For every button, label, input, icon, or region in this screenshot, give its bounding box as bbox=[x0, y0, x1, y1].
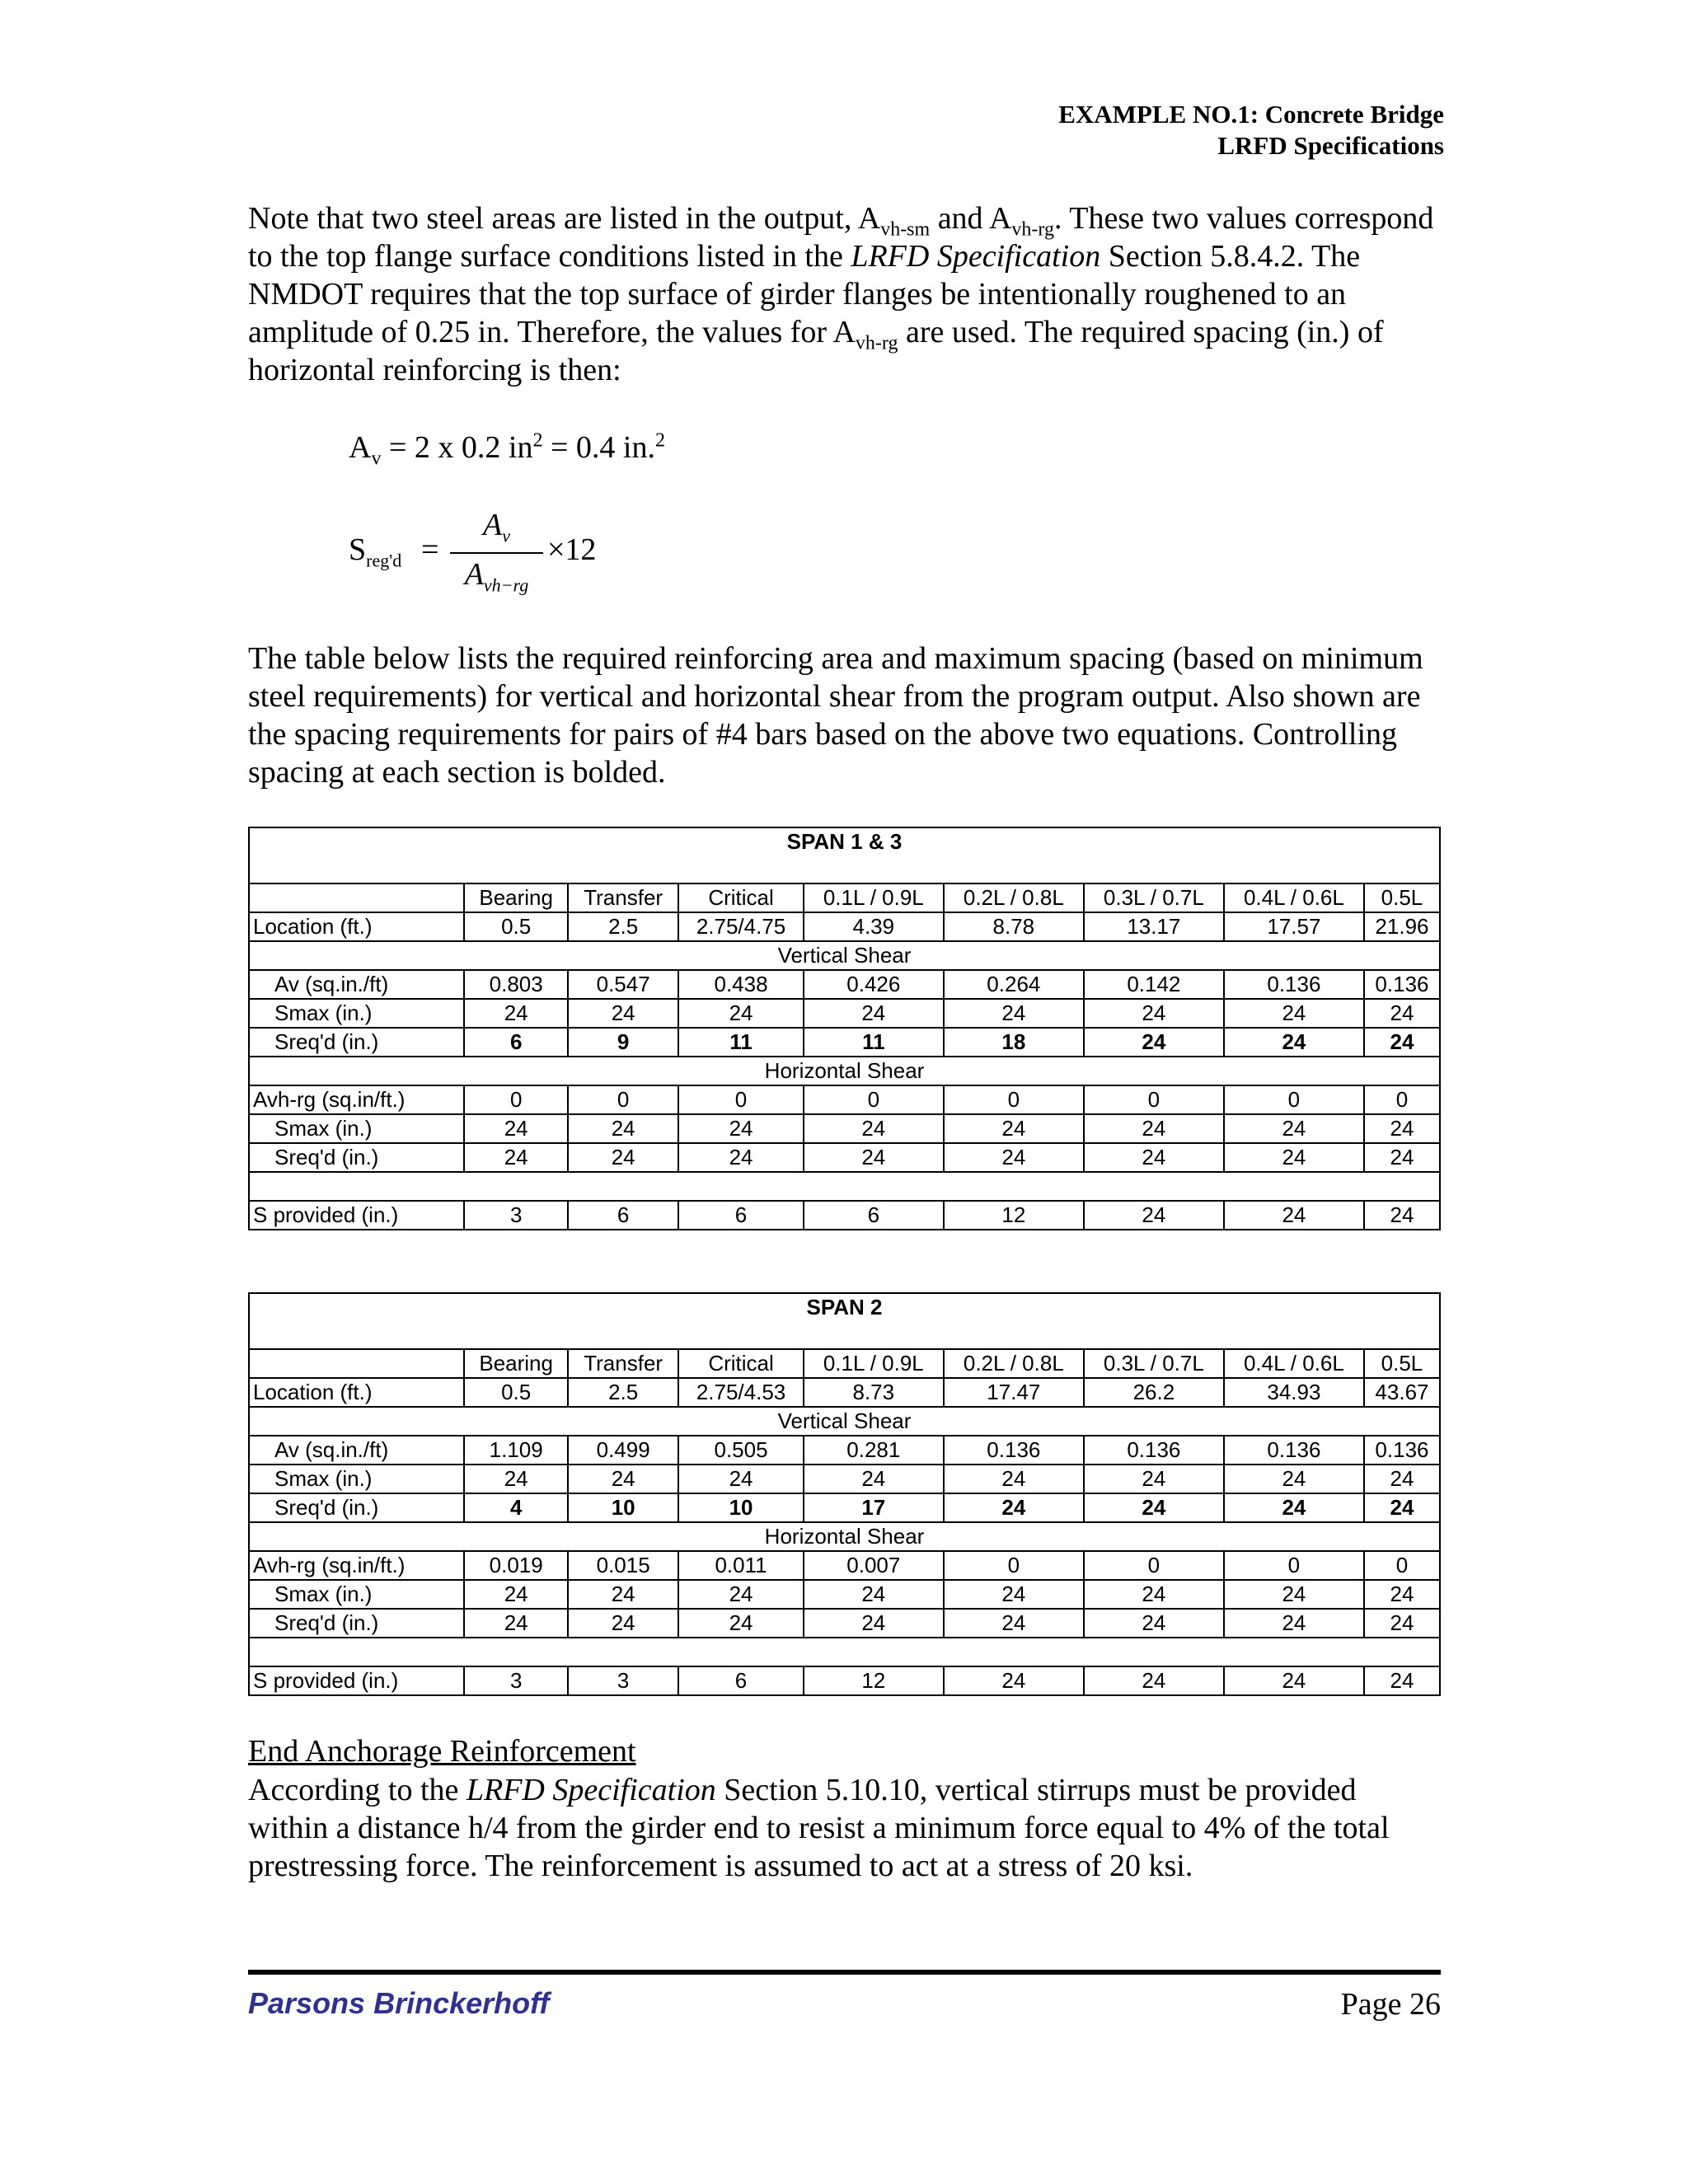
blank-cell bbox=[249, 855, 1440, 883]
table-cell: 0.015 bbox=[568, 1551, 678, 1580]
table-cell: 18 bbox=[944, 1028, 1084, 1057]
table-cell: 24 bbox=[1364, 1465, 1440, 1493]
table-cell: 0.505 bbox=[678, 1436, 804, 1465]
eq-superscript: 2 bbox=[532, 429, 543, 452]
table-cell: 0 bbox=[804, 1085, 944, 1114]
eq-numerator bbox=[450, 507, 543, 546]
section-label: Horizontal Shear bbox=[249, 1057, 1440, 1085]
table-cell: 24 bbox=[804, 1143, 944, 1172]
location-row bbox=[249, 912, 1440, 941]
table-cell: 1.109 bbox=[464, 1436, 568, 1465]
header-cell: 0.5L bbox=[1364, 1349, 1440, 1378]
table-cell: 0.136 bbox=[944, 1436, 1084, 1465]
table-cell: 0.136 bbox=[1364, 1436, 1440, 1465]
blank-cell bbox=[249, 1172, 1440, 1201]
table-cell: 24 bbox=[1224, 1493, 1364, 1522]
header-cell: Transfer bbox=[568, 1349, 678, 1378]
table-cell: 24 bbox=[1224, 1114, 1364, 1143]
row-label: Smax (in.) bbox=[249, 1114, 464, 1143]
table-cell: 24 bbox=[1364, 1143, 1440, 1172]
header-cell: Bearing bbox=[464, 1349, 568, 1378]
table-cell: 0 bbox=[1364, 1085, 1440, 1114]
paragraph-end-anchorage bbox=[248, 1771, 1443, 1885]
table-cell: 13.17 bbox=[1084, 912, 1224, 941]
table-cell: 24 bbox=[944, 1666, 1084, 1695]
table-cell: 24 bbox=[1084, 1465, 1224, 1493]
table-cell: 0 bbox=[1224, 1551, 1364, 1580]
eq-equals: = bbox=[421, 532, 439, 567]
row-label: Location (ft.) bbox=[249, 912, 464, 941]
table-cell: 24 bbox=[464, 1114, 568, 1143]
spacer-row bbox=[249, 1172, 1440, 1201]
table-cell: 24 bbox=[568, 1114, 678, 1143]
blank-row bbox=[249, 1321, 1440, 1349]
table-cell: 24 bbox=[1364, 1666, 1440, 1695]
table-cell: 4.39 bbox=[804, 912, 944, 941]
sreq-row bbox=[249, 1028, 1440, 1057]
eq-symbol: S bbox=[349, 532, 367, 567]
table-cell: 26.2 bbox=[1084, 1378, 1224, 1407]
text-run: . These two values correspond to the top flange surface conditions listed in the bbox=[248, 201, 1434, 274]
table-cell: 0.136 bbox=[1224, 970, 1364, 999]
eq-denominator bbox=[450, 556, 543, 596]
text-run: Section 5.10.10, vertical stirrups must be provided within a distance h/4 from the girder end to resist a minimum force equal to 4% of the total prestressing force. The reinforcement is assumed to act at a stress of 20 ksi. bbox=[248, 1773, 1390, 1883]
subscript: vh-rg bbox=[855, 332, 898, 354]
table-cell: 43.67 bbox=[1364, 1378, 1440, 1407]
table-title: SPAN 1 & 3 bbox=[249, 827, 1440, 855]
table-cell: 0.136 bbox=[1084, 1436, 1224, 1465]
table-cell: 24 bbox=[1084, 1114, 1224, 1143]
footer-rule bbox=[248, 1970, 1441, 1975]
smax-row bbox=[249, 1465, 1440, 1493]
horizontal-shear-row bbox=[249, 1057, 1440, 1085]
equation-sreqd bbox=[349, 507, 678, 606]
table-cell: 8.78 bbox=[944, 912, 1084, 941]
table-cell: 24 bbox=[568, 999, 678, 1028]
eq-symbol: A bbox=[464, 557, 484, 592]
table-cell: 24 bbox=[1224, 1028, 1364, 1057]
table-cell: 24 bbox=[678, 1580, 804, 1609]
eq-text: = 2 x 0.2 in bbox=[381, 430, 533, 465]
table-cell: 24 bbox=[804, 999, 944, 1028]
row-label: S provided (in.) bbox=[249, 1201, 464, 1230]
spec-reference: LRFD Specification bbox=[851, 239, 1101, 274]
table-cell: 24 bbox=[1084, 1201, 1224, 1230]
table-cell: 0.136 bbox=[1364, 970, 1440, 999]
spec-reference: LRFD Specification bbox=[466, 1773, 716, 1807]
fraction-bar bbox=[450, 552, 543, 554]
table-cell: 0 bbox=[1364, 1551, 1440, 1580]
footer-page-number: Page 26 bbox=[1340, 1987, 1441, 2022]
header-cell: 0.1L / 0.9L bbox=[804, 1349, 944, 1378]
table-cell: 24 bbox=[1364, 1493, 1440, 1522]
row-label: Av (sq.in./ft) bbox=[249, 1436, 464, 1465]
eq-symbol: A bbox=[349, 430, 372, 465]
table-cell: 0.264 bbox=[944, 970, 1084, 999]
table-cell: 24 bbox=[678, 1114, 804, 1143]
paragraph-table-intro: The table below lists the required reinforcing area and maximum spacing (based on minimum steel requirements) for vertical and horizontal shear from the program output. Also shown are the spacing requirements for pairs of #4 bars based on the above two equations. Controlling spacing at each section is bolded. bbox=[248, 641, 1423, 790]
smax-row bbox=[249, 999, 1440, 1028]
table-cell: 6 bbox=[678, 1201, 804, 1230]
header-cell: 0.2L / 0.8L bbox=[944, 1349, 1084, 1378]
table-cell: 3 bbox=[464, 1201, 568, 1230]
text-run: and A bbox=[930, 201, 1012, 236]
table-cell: 24 bbox=[944, 1493, 1084, 1522]
title-row bbox=[249, 1293, 1440, 1321]
eq-subscript: v bbox=[371, 448, 382, 470]
header-title: EXAMPLE NO.1: Concrete Bridge bbox=[1058, 100, 1444, 129]
table-cell: 24 bbox=[944, 1114, 1084, 1143]
table-cell: 0.281 bbox=[804, 1436, 944, 1465]
table-cell: 0 bbox=[1224, 1085, 1364, 1114]
table-cell: 6 bbox=[464, 1028, 568, 1057]
table-cell: 24 bbox=[944, 1580, 1084, 1609]
row-label: Sreq'd (in.) bbox=[249, 1609, 464, 1638]
smax-row bbox=[249, 1114, 1440, 1143]
paragraph-steel-areas bbox=[248, 199, 1443, 389]
table-cell: 0.5 bbox=[464, 912, 568, 941]
avh-row bbox=[249, 1551, 1440, 1580]
table-cell: 0 bbox=[1084, 1085, 1224, 1114]
header-row bbox=[249, 1349, 1440, 1378]
table-cell: 24 bbox=[464, 999, 568, 1028]
table-cell: 21.96 bbox=[1364, 912, 1440, 941]
table-cell: 9 bbox=[568, 1028, 678, 1057]
table-cell: 24 bbox=[1364, 1609, 1440, 1638]
table-cell: 0.499 bbox=[568, 1436, 678, 1465]
eq-multiplier: ×12 bbox=[547, 532, 597, 567]
row-label: S provided (in.) bbox=[249, 1666, 464, 1695]
table-cell: 24 bbox=[568, 1609, 678, 1638]
table-cell: 0.019 bbox=[464, 1551, 568, 1580]
section-label: Vertical Shear bbox=[249, 1407, 1440, 1436]
table-cell: 0.011 bbox=[678, 1551, 804, 1580]
text-run: Note that two steel areas are listed in the output, A bbox=[248, 201, 881, 236]
table-cell: 24 bbox=[464, 1609, 568, 1638]
section-label: Horizontal Shear bbox=[249, 1522, 1440, 1551]
table-cell: 6 bbox=[568, 1201, 678, 1230]
table-cell: 24 bbox=[944, 999, 1084, 1028]
table-cell: 24 bbox=[1224, 1465, 1364, 1493]
table-cell: 10 bbox=[568, 1493, 678, 1522]
header-cell: Critical bbox=[678, 1349, 804, 1378]
table-cell: 24 bbox=[568, 1143, 678, 1172]
table-cell: 24 bbox=[1084, 1666, 1224, 1695]
row-label: Avh-rg (sq.in/ft.) bbox=[249, 1551, 464, 1580]
table-cell: 0.438 bbox=[678, 970, 804, 999]
row-label: Smax (in.) bbox=[249, 1465, 464, 1493]
sreq-row bbox=[249, 1143, 1440, 1172]
eq-symbol: A bbox=[483, 508, 503, 542]
header-cell: 0.1L / 0.9L bbox=[804, 883, 944, 912]
table-cell: 8.73 bbox=[804, 1378, 944, 1407]
table-cell: 24 bbox=[568, 1580, 678, 1609]
header-cell: 0.4L / 0.6L bbox=[1224, 1349, 1364, 1378]
header-cell: Critical bbox=[678, 883, 804, 912]
row-label: Smax (in.) bbox=[249, 999, 464, 1028]
table-cell: 0 bbox=[944, 1085, 1084, 1114]
table-cell: 24 bbox=[1084, 1609, 1224, 1638]
header-cell: Bearing bbox=[464, 883, 568, 912]
table-cell: 0.142 bbox=[1084, 970, 1224, 999]
table-cell: 0.136 bbox=[1224, 1436, 1364, 1465]
header-cell: 0.5L bbox=[1364, 883, 1440, 912]
title-row bbox=[249, 827, 1440, 855]
blank-cell bbox=[249, 1638, 1440, 1666]
table-title: SPAN 2 bbox=[249, 1293, 1440, 1321]
text-run: According to the bbox=[248, 1773, 467, 1807]
header-cell: Transfer bbox=[568, 883, 678, 912]
table-cell: 24 bbox=[1364, 1114, 1440, 1143]
table-cell: 24 bbox=[1364, 1580, 1440, 1609]
equation-av bbox=[349, 429, 665, 470]
table-cell: 0 bbox=[944, 1551, 1084, 1580]
table-cell: 0 bbox=[1084, 1551, 1224, 1580]
table-cell: 24 bbox=[678, 1609, 804, 1638]
table-cell: 3 bbox=[568, 1666, 678, 1695]
table-cell: 2.5 bbox=[568, 912, 678, 941]
smax-row bbox=[249, 1580, 1440, 1609]
table-cell: 24 bbox=[464, 1465, 568, 1493]
header-subtitle: LRFD Specifications bbox=[1217, 131, 1444, 160]
table-cell: 24 bbox=[464, 1143, 568, 1172]
table-cell: 24 bbox=[1224, 1609, 1364, 1638]
row-label: Smax (in.) bbox=[249, 1580, 464, 1609]
eq-subscript: reg'd bbox=[366, 550, 402, 571]
header-cell: 0.3L / 0.7L bbox=[1084, 883, 1224, 912]
table-cell: 11 bbox=[804, 1028, 944, 1057]
header-cell bbox=[249, 1349, 464, 1378]
table-cell: 6 bbox=[678, 1666, 804, 1695]
header-cell: 0.4L / 0.6L bbox=[1224, 883, 1364, 912]
av-row bbox=[249, 970, 1440, 999]
eq-text: = 0.4 in. bbox=[542, 430, 655, 465]
table-cell: 0.426 bbox=[804, 970, 944, 999]
table-cell: 24 bbox=[1224, 1143, 1364, 1172]
table-cell: 24 bbox=[678, 1465, 804, 1493]
sreq-row bbox=[249, 1493, 1440, 1522]
table-cell: 24 bbox=[678, 1143, 804, 1172]
table-cell: 3 bbox=[464, 1666, 568, 1695]
table-cell: 24 bbox=[1224, 1201, 1364, 1230]
table-cell: 17.57 bbox=[1224, 912, 1364, 941]
row-label: Sreq'd (in.) bbox=[249, 1028, 464, 1057]
text-run: Section 5.8.4.2. The NMDOT requires that the top surface of girder flanges be intentionally roughened to an amplitude of 0.25 in. Therefore, the values for A bbox=[248, 239, 1361, 349]
row-label: Sreq'd (in.) bbox=[249, 1143, 464, 1172]
sreq-row bbox=[249, 1609, 1440, 1638]
s-provided-row bbox=[249, 1666, 1440, 1695]
table-cell: 24 bbox=[464, 1580, 568, 1609]
header-row bbox=[249, 883, 1440, 912]
table-cell: 24 bbox=[1084, 999, 1224, 1028]
table-cell: 24 bbox=[804, 1114, 944, 1143]
horizontal-shear-row bbox=[249, 1522, 1440, 1551]
table-cell: 2.75/4.53 bbox=[678, 1378, 804, 1407]
vertical-shear-row bbox=[249, 1407, 1440, 1436]
avh-row bbox=[249, 1085, 1440, 1114]
table-cell: 0.007 bbox=[804, 1551, 944, 1580]
table-cell: 24 bbox=[944, 1143, 1084, 1172]
table-cell: 24 bbox=[944, 1609, 1084, 1638]
s-provided-row bbox=[249, 1201, 1440, 1230]
header-cell bbox=[249, 883, 464, 912]
header-cell: 0.2L / 0.8L bbox=[944, 883, 1084, 912]
table-cell: 0 bbox=[464, 1085, 568, 1114]
table-cell: 24 bbox=[1364, 1028, 1440, 1057]
table-cell: 24 bbox=[678, 999, 804, 1028]
section-label: Vertical Shear bbox=[249, 941, 1440, 970]
av-row bbox=[249, 1436, 1440, 1465]
row-label: Av (sq.in./ft) bbox=[249, 970, 464, 999]
table-cell: 24 bbox=[1084, 1493, 1224, 1522]
table-cell: 24 bbox=[804, 1465, 944, 1493]
eq-lhs bbox=[349, 532, 402, 571]
eq-subscript: v bbox=[502, 525, 510, 546]
span-table bbox=[248, 1292, 1441, 1696]
row-label: Sreq'd (in.) bbox=[249, 1493, 464, 1522]
spacer-row bbox=[249, 1638, 1440, 1666]
table-cell: 34.93 bbox=[1224, 1378, 1364, 1407]
table-cell: 0 bbox=[568, 1085, 678, 1114]
table-cell: 0.547 bbox=[568, 970, 678, 999]
table-cell: 10 bbox=[678, 1493, 804, 1522]
text-run: are used. The required spacing (in.) of horizontal reinforcing is then: bbox=[248, 315, 1384, 387]
table-cell: 12 bbox=[944, 1201, 1084, 1230]
table-cell: 2.5 bbox=[568, 1378, 678, 1407]
span-table bbox=[248, 827, 1441, 1230]
table-cell: 24 bbox=[804, 1609, 944, 1638]
table-cell: 12 bbox=[804, 1666, 944, 1695]
table-cell: 6 bbox=[804, 1201, 944, 1230]
table-cell: 24 bbox=[1084, 1580, 1224, 1609]
table-cell: 24 bbox=[944, 1465, 1084, 1493]
table-cell: 0.803 bbox=[464, 970, 568, 999]
row-label: Avh-rg (sq.in/ft.) bbox=[249, 1085, 464, 1114]
table-cell: 11 bbox=[678, 1028, 804, 1057]
table-cell: 24 bbox=[1224, 1580, 1364, 1609]
table-cell: 24 bbox=[1364, 999, 1440, 1028]
table-cell: 24 bbox=[1224, 1666, 1364, 1695]
page-header bbox=[1058, 99, 1444, 162]
subscript: vh-sm bbox=[880, 218, 931, 241]
table-cell: 24 bbox=[1364, 1201, 1440, 1230]
table-cell: 0.5 bbox=[464, 1378, 568, 1407]
table-cell: 0 bbox=[678, 1085, 804, 1114]
table-cell: 24 bbox=[568, 1465, 678, 1493]
location-row bbox=[249, 1378, 1440, 1407]
table-cell: 17 bbox=[804, 1493, 944, 1522]
section-heading: End Anchorage Reinforcement bbox=[248, 1734, 636, 1769]
table-cell: 24 bbox=[804, 1580, 944, 1609]
table-cell: 17.47 bbox=[944, 1378, 1084, 1407]
blank-cell bbox=[249, 1321, 1440, 1349]
subscript: vh-rg bbox=[1011, 218, 1054, 241]
table-cell: 24 bbox=[1084, 1143, 1224, 1172]
blank-row bbox=[249, 855, 1440, 883]
table-cell: 24 bbox=[1224, 999, 1364, 1028]
footer-company: Parsons Brinckerhoff bbox=[248, 1986, 550, 2020]
header-cell: 0.3L / 0.7L bbox=[1084, 1349, 1224, 1378]
eq-subscript: vh−rg bbox=[483, 574, 529, 596]
vertical-shear-row bbox=[249, 941, 1440, 970]
table-cell: 24 bbox=[1084, 1028, 1224, 1057]
row-label: Location (ft.) bbox=[249, 1378, 464, 1407]
eq-superscript: 2 bbox=[654, 429, 665, 452]
table-cell: 4 bbox=[464, 1493, 568, 1522]
table-cell: 2.75/4.75 bbox=[678, 912, 804, 941]
